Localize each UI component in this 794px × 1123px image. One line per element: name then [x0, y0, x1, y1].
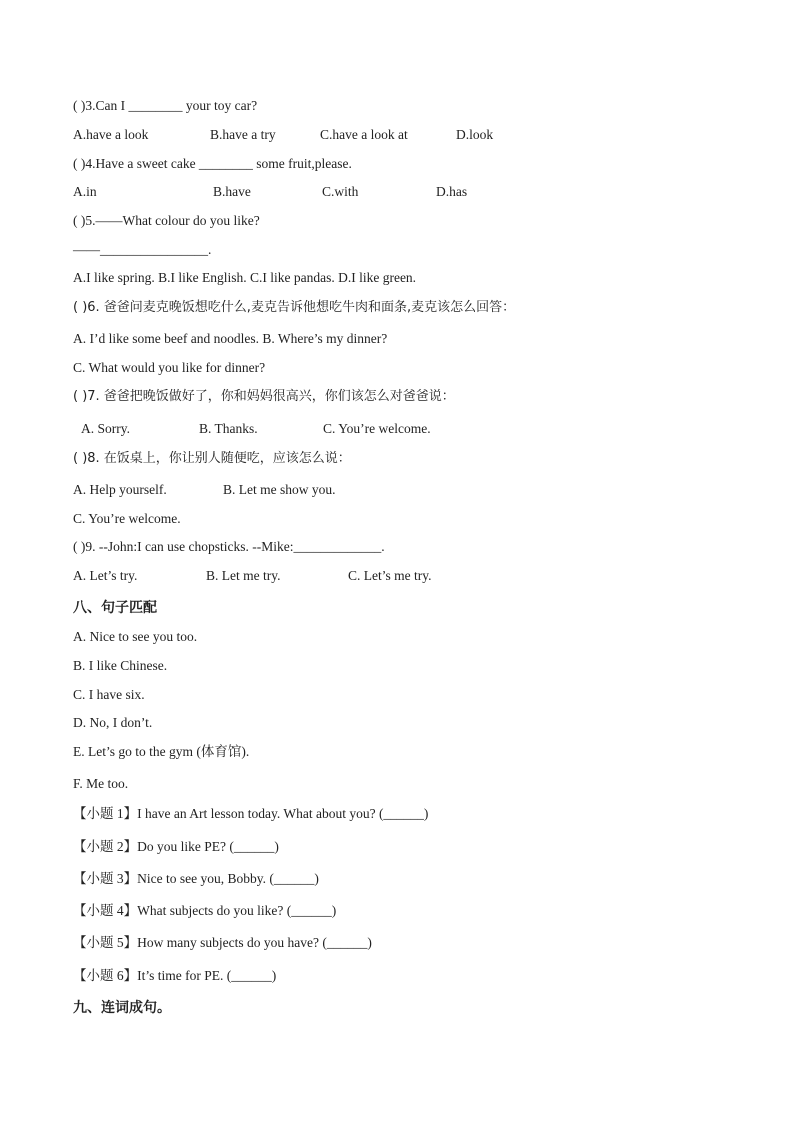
- choice-b: B. I like Chinese.: [73, 658, 168, 673]
- question-9-stem: ( )9. --John:I can use chopsticks. --Mike:_____________.: [73, 539, 385, 554]
- option-a: A. Sorry.: [81, 421, 130, 436]
- question-7-stem: ( )7. 爸爸把晚饭做好了，你和妈妈很高兴，你们该怎么对爸爸说：: [73, 389, 455, 404]
- question-3-stem: ( )3.Can I ________ your toy car?: [73, 98, 258, 113]
- option-b: B. Let me try.: [206, 568, 281, 583]
- option-c: C.have a look at: [320, 127, 408, 142]
- question-8-options-line-2: C. You’re welcome.: [73, 511, 181, 526]
- match-item-1: 【小题 1】I have an Art lesson today. What about you? (______): [73, 806, 429, 821]
- match-item-2: 【小题 2】Do you like PE? (______): [73, 839, 279, 854]
- option-d: D.look: [456, 127, 494, 142]
- option-b: B. Thanks.: [199, 421, 258, 436]
- match-item-6: 【小题 6】It’s time for PE. (______): [73, 968, 277, 983]
- section-9-title: 九、连词成句。: [73, 1000, 171, 1016]
- question-6-options-line-2: C. What would you like for dinner?: [73, 360, 266, 375]
- question-5-answer-line: ——________________.: [73, 242, 212, 257]
- option-d: D.has: [436, 184, 468, 199]
- option-b: B.have: [213, 184, 251, 199]
- match-item-3: 【小题 3】Nice to see you, Bobby. (______): [73, 871, 319, 886]
- choice-e: E. Let’s go to the gym (体育馆).: [73, 744, 250, 759]
- question-6-stem: ( )6. 爸爸问麦克晚饭想吃什么,麦克告诉他想吃牛肉和面条,麦克该怎么回答：: [73, 300, 516, 315]
- option-a: A. Help yourself.: [73, 482, 167, 497]
- option-a: A.have a look: [73, 127, 149, 142]
- option-b: B.have a try: [210, 127, 276, 142]
- section-8-title: 八、句子匹配: [73, 600, 157, 616]
- option-a: A. Let’s try.: [73, 568, 138, 583]
- match-item-5: 【小题 5】How many subjects do you have? (______): [73, 935, 372, 950]
- question-8-stem: ( )8. 在饭桌上，你让别人随便吃，应该怎么说：: [73, 451, 351, 466]
- option-c: C. Let’s me try.: [348, 568, 432, 583]
- choice-c: C. I have six.: [73, 687, 145, 702]
- question-5-stem: ( )5.——What colour do you like?: [73, 213, 260, 228]
- option-b: B. Let me show you.: [223, 482, 336, 497]
- choice-f: F. Me too.: [73, 776, 129, 791]
- question-4-stem: ( )4.Have a sweet cake ________ some fruit,please.: [73, 156, 352, 171]
- option-a: A.in: [73, 184, 97, 199]
- question-6-options-line-1: A. I’d like some beef and noodles. B. Where’s my dinner?: [73, 331, 388, 346]
- match-item-4: 【小题 4】What subjects do you like? (______): [73, 903, 337, 918]
- option-c: C.with: [322, 184, 359, 199]
- question-5-options: A.I like spring. B.I like English. C.I like pandas. D.I like green.: [73, 270, 417, 285]
- choice-d: D. No, I don’t.: [73, 715, 153, 730]
- option-c: C. You’re welcome.: [323, 421, 431, 436]
- choice-a: A. Nice to see you too.: [73, 629, 198, 644]
